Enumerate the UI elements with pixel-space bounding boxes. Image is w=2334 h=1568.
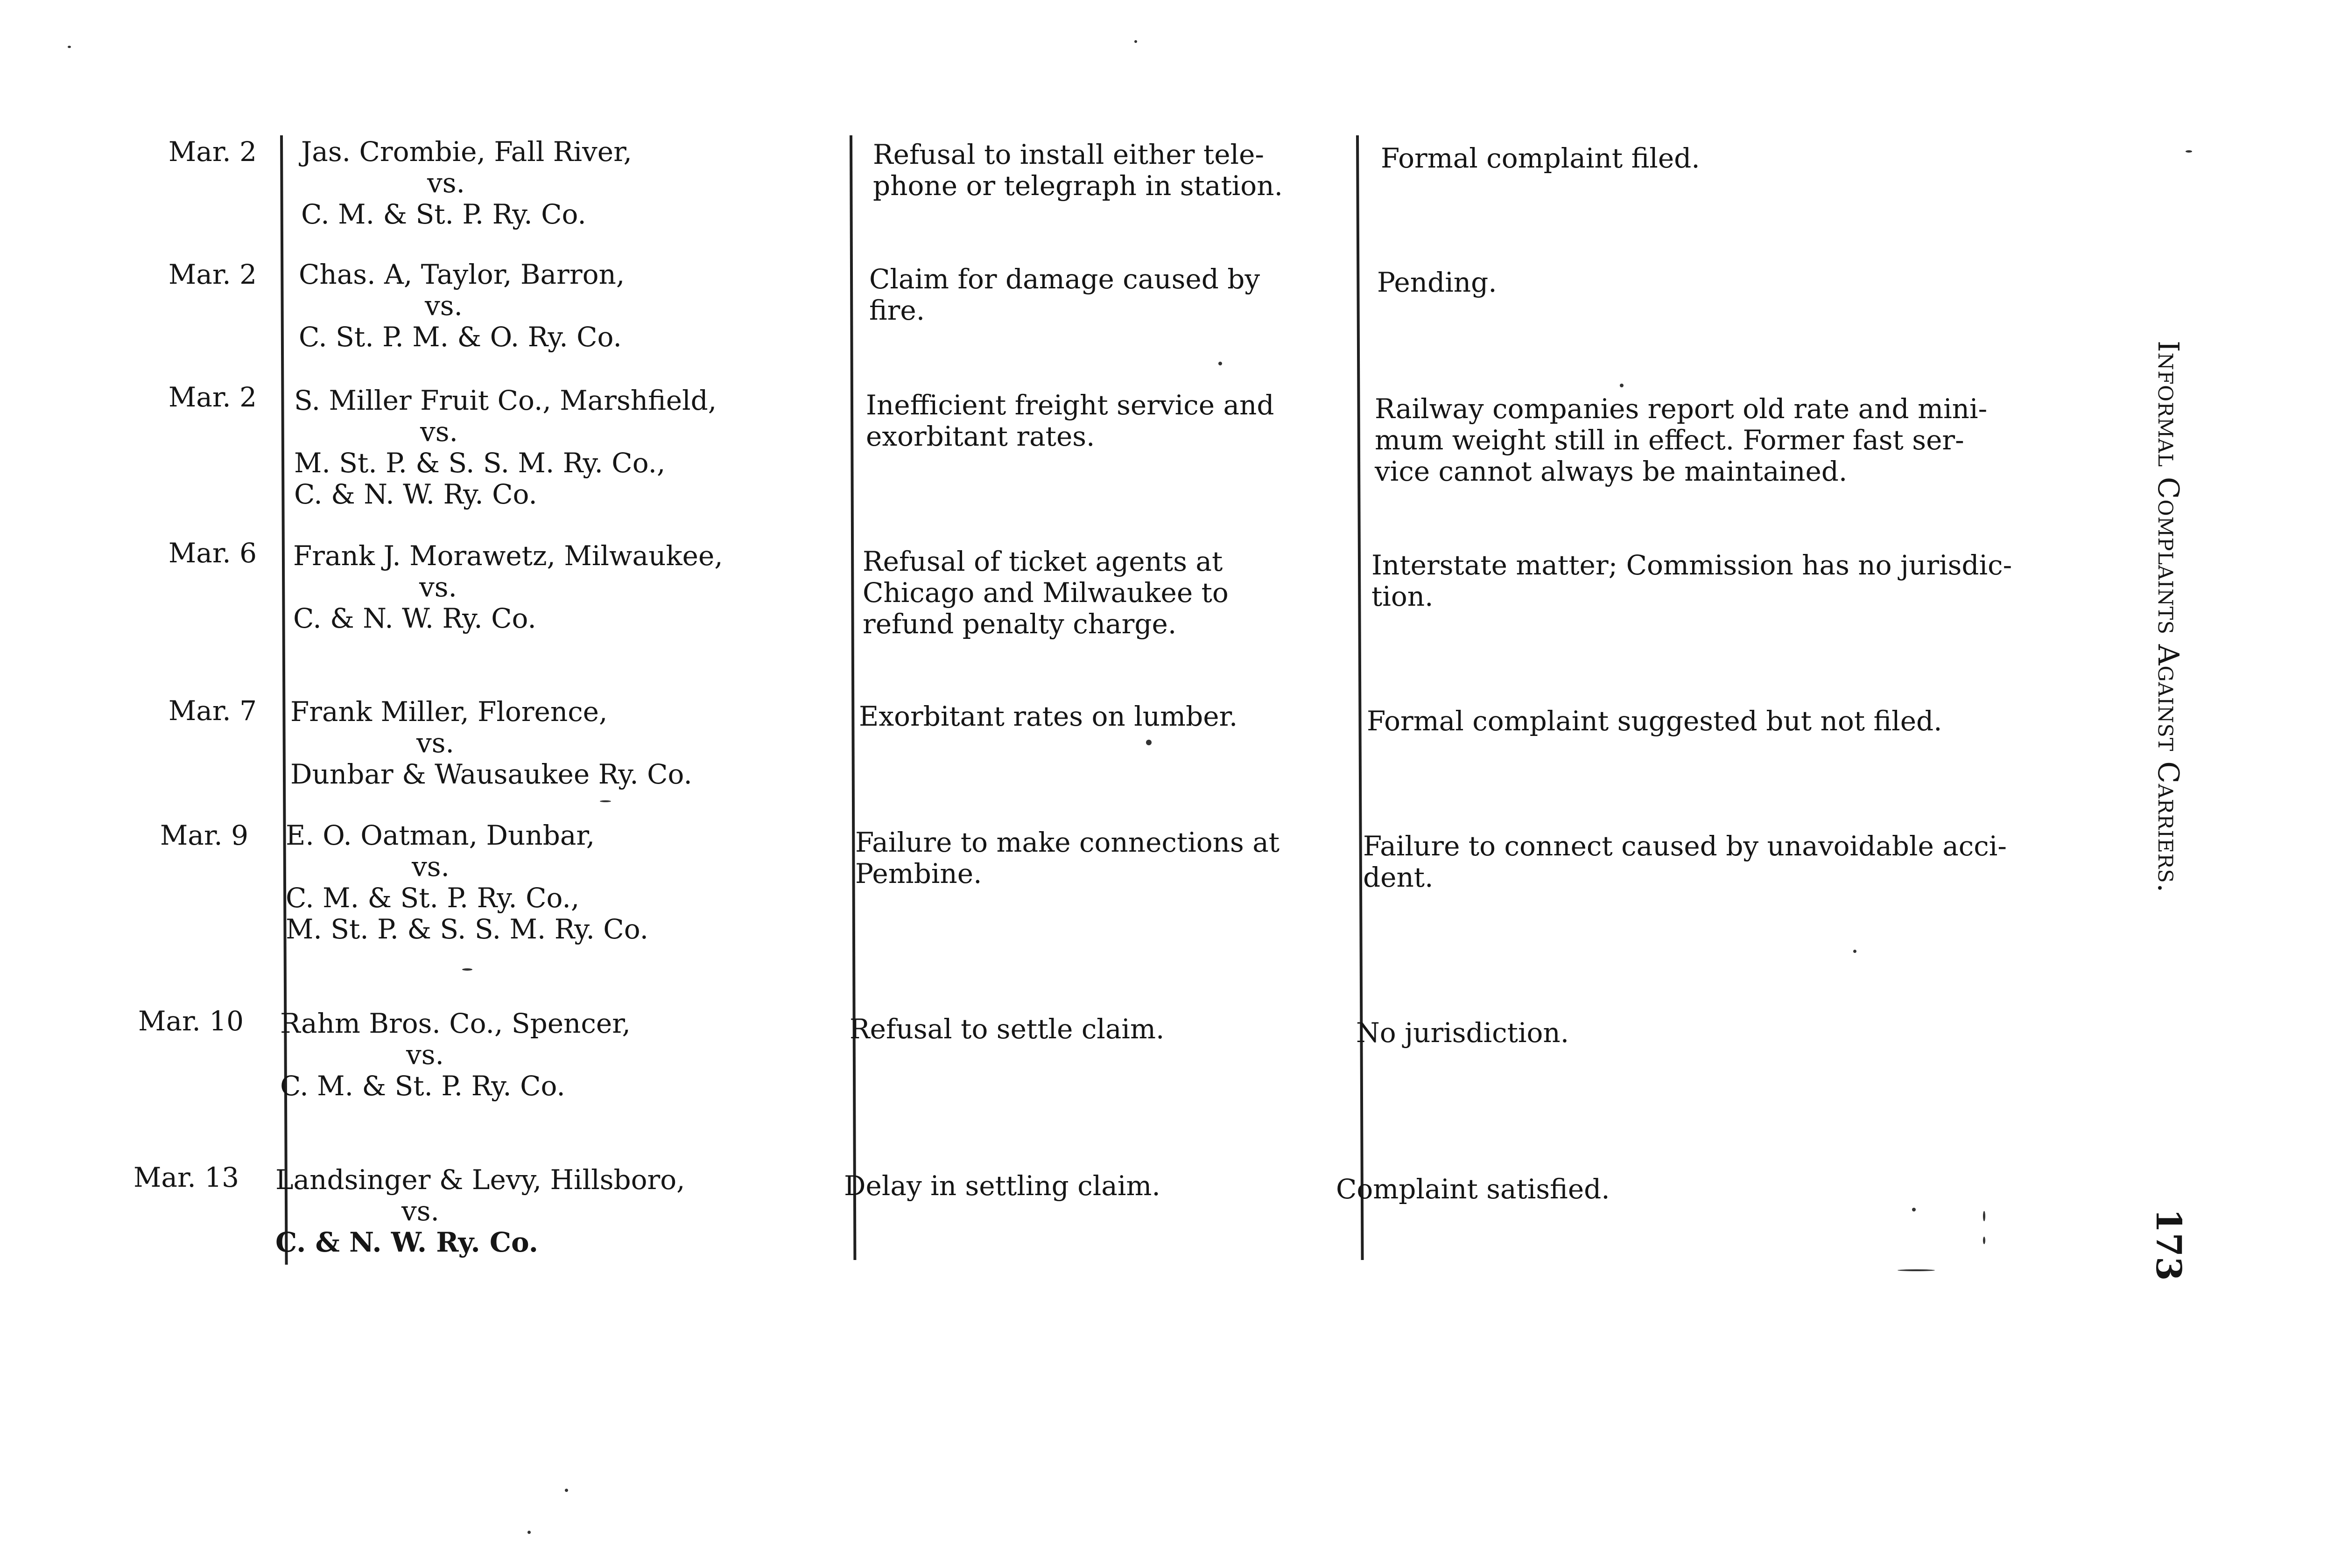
entry-parties [301, 136, 632, 230]
versus-label: vs. [416, 727, 454, 759]
scan-speck [1146, 740, 1152, 745]
complaint-text: Claim for damage caused by fire. [869, 263, 1260, 326]
complainant: E. O. Oatman, Dunbar, [286, 819, 595, 851]
disposition-text: Pending. [1377, 266, 1497, 298]
complaint-text: Delay in settling claim. [844, 1170, 1160, 1202]
column-rule-complaint [850, 135, 856, 1260]
versus-label: vs. [419, 571, 457, 603]
scan-speck [565, 1489, 568, 1492]
entry-date: Mar. 10 [138, 1005, 244, 1037]
complaint-text: Refusal to settle claim. [850, 1013, 1165, 1045]
complaint-text: Exorbitant rates on lumber. [859, 700, 1238, 732]
entry-date: Mar. 9 [160, 819, 248, 851]
entry-parties [286, 820, 648, 945]
respondent: C. St. P. M. & O. Ry. Co. [299, 321, 622, 353]
scan-speck [462, 968, 472, 971]
complainant: Frank J. Morawetz, Milwaukee, [293, 540, 723, 572]
running-header: Informal Complaints Against Carriers. [2151, 341, 2186, 893]
entry-parties [275, 1164, 685, 1258]
scan-speck [1898, 1269, 1935, 1271]
scan-speck [2186, 150, 2192, 153]
entry-date: Mar. 13 [134, 1162, 239, 1193]
scan-speck [1134, 40, 1137, 43]
entry-parties [294, 385, 717, 510]
column-rule-disposition [1356, 135, 1364, 1260]
entry-date: Mar. 2 [168, 136, 257, 168]
scan-speck [1620, 384, 1624, 387]
entry-date: Mar. 2 [168, 259, 257, 290]
complainant: Rahm Bros. Co., Spencer, [280, 1008, 631, 1039]
entry-parties [280, 1008, 631, 1102]
complainant: S. Miller Fruit Co., Marshfield, [294, 385, 717, 416]
complaint-text: Failure to make connections at Pembine. [855, 826, 1280, 889]
entry-parties [293, 540, 723, 634]
respondent: C. & N. W. Ry. Co. [294, 478, 537, 510]
respondent: C. M. & St. P. Ry. Co. [280, 1070, 565, 1102]
complaint-text: Inefficient freight service and exorbitant rates. [866, 389, 1274, 452]
complainant: Jas. Crombie, Fall River, [301, 136, 632, 168]
complainant: Frank Miller, Florence, [290, 696, 608, 728]
disposition-text: No jurisdiction. [1356, 1017, 1569, 1049]
entry-date: Mar. 6 [168, 537, 257, 569]
scan-speck [68, 46, 71, 48]
page-number: 173 [2148, 1209, 2188, 1281]
respondent: C. & N. W. Ry. Co. [275, 1226, 538, 1258]
scan-speck [1853, 950, 1856, 953]
versus-label: vs. [427, 167, 465, 199]
disposition-text: Formal complaint filed. [1381, 142, 1700, 174]
respondent: Dunbar & Wausaukee Ry. Co. [290, 758, 692, 790]
complaint-text: Refusal to install either tele- phone or telegraph in station. [873, 139, 1283, 202]
entry-date: Mar. 2 [168, 381, 257, 413]
scan-speck [1218, 362, 1222, 365]
complainant: Landsinger & Levy, Hillsboro, [275, 1164, 685, 1196]
respondent: C. M. & St. P. Ry. Co., [286, 882, 580, 914]
complaint-text: Refusal of ticket agents at Chicago and Milwaukee to refund penalty charge. [863, 546, 1229, 640]
disposition-text: Formal complaint suggested but not filed. [1367, 705, 1942, 737]
disposition-text: Railway companies report old rate and mini- mum weight still in effect. Former fast ser- vice cannot always be maintained. [1375, 393, 1988, 487]
entry-parties [290, 696, 692, 790]
versus-label: vs. [401, 1195, 439, 1227]
entry-parties [299, 259, 625, 353]
entry-date: Mar. 7 [168, 695, 257, 727]
respondent: M. St. P. & S. S. M. Ry. Co., [294, 447, 666, 479]
scan-speck [1912, 1208, 1916, 1211]
versus-label: vs. [425, 290, 463, 322]
versus-label: vs. [420, 416, 458, 448]
scan-speck [527, 1531, 531, 1534]
respondent: M. St. P. & S. S. M. Ry. Co. [286, 913, 649, 945]
scan-speck [1983, 1237, 1985, 1244]
versus-label: vs. [412, 851, 450, 882]
disposition-text: Complaint satisfied. [1336, 1173, 1610, 1205]
scan-speck [600, 800, 611, 802]
complainant: Chas. A, Taylor, Barron, [299, 259, 625, 290]
respondent: C. M. & St. P. Ry. Co. [301, 198, 586, 230]
disposition-text: Failure to connect caused by unavoidable acci- dent. [1363, 830, 2007, 893]
respondent: C. & N. W. Ry. Co. [293, 602, 536, 634]
scan-speck [1983, 1211, 1985, 1221]
disposition-text: Interstate matter; Commission has no jurisdic- tion. [1371, 549, 2012, 612]
versus-label: vs. [406, 1039, 444, 1071]
